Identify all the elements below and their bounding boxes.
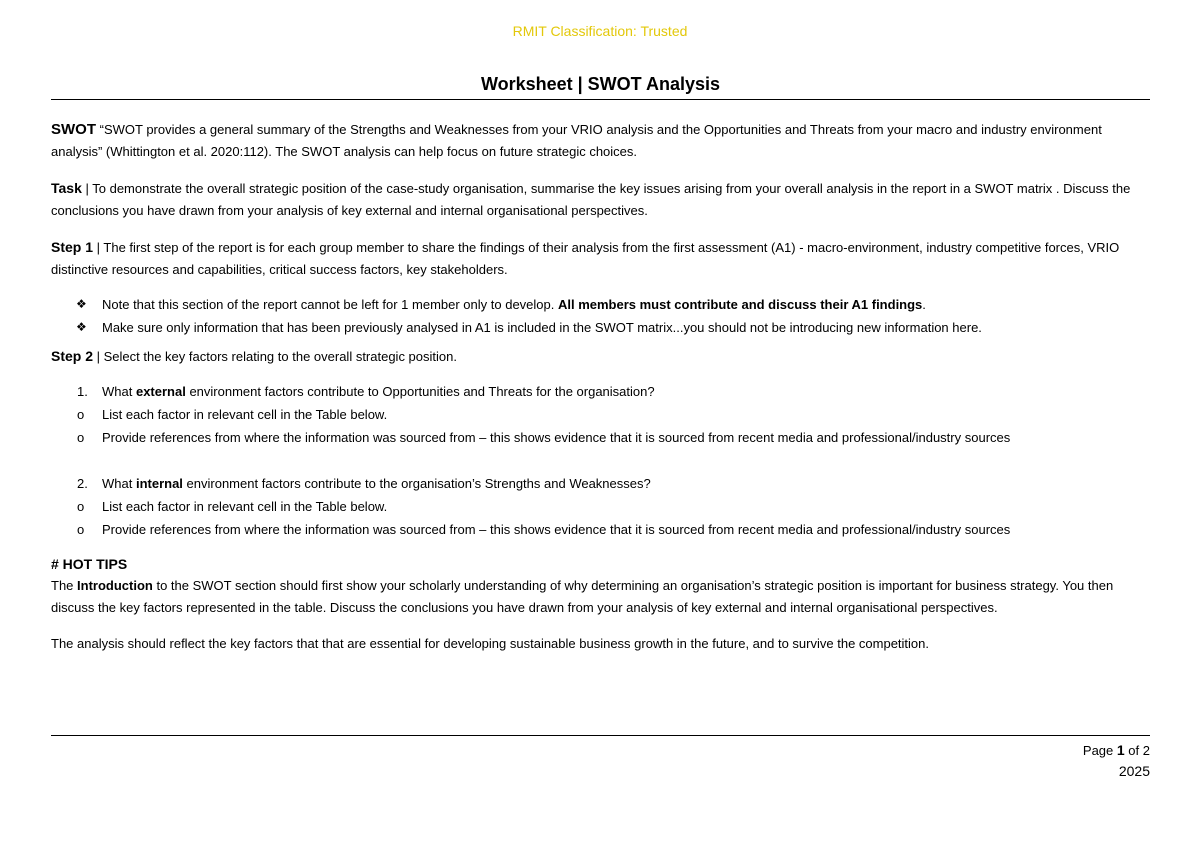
page-current: 1 xyxy=(1116,742,1125,758)
swot-text: “SWOT provides a general summary of the Strengths and Weaknesses from your VRIO analysis and the Opportunities and Threats from your macro and industry environment analysis” (Whittington et al. 2020:112). The SWOT analysis can help focus on future strategic choices. xyxy=(51,122,1102,159)
circle-bullet-icon: o xyxy=(77,430,85,445)
question-bold: internal xyxy=(135,476,183,491)
hot-tips-heading: # HOT TIPS xyxy=(51,556,128,572)
page-total: 2 xyxy=(1142,743,1150,758)
page-number xyxy=(51,740,1150,761)
tips-text-rest: to the SWOT section should first show your scholarly understanding of why determining an organisation’s strategic position is important for business strategy. You then discuss the key factors represented in the table. Discuss the conclusions you have drawn from your analysis of key external and internal organisational perspectives. xyxy=(51,578,1114,615)
title-divider xyxy=(51,99,1150,100)
page-label: Page xyxy=(1082,743,1117,758)
list-item xyxy=(51,403,1150,426)
list-item xyxy=(51,518,1150,541)
classification-label: RMIT Classification: Trusted xyxy=(512,23,688,39)
tips-paragraph xyxy=(51,575,1150,619)
list-item xyxy=(51,316,1150,339)
page-title: Worksheet | SWOT Analysis xyxy=(480,74,721,94)
question-text: What xyxy=(102,384,136,399)
tips-bold: Introduction xyxy=(77,578,153,593)
swot-paragraph xyxy=(51,119,1150,163)
step2-paragraph xyxy=(51,345,1150,368)
step1-text: | The first step of the report is for each group member to share the findings of their analysis from the first assessment (A1) - macro-environment, industry competitive forces, VRIO distinctive resources and capabilities, critical success factors, key stakeholders. xyxy=(51,240,1120,277)
bullet-tail: . xyxy=(922,297,926,312)
question-text: What xyxy=(102,476,136,491)
question-text-rest: environment factors contribute to Opportunities and Threats for the organisation? xyxy=(185,384,655,399)
task-lead: Task xyxy=(51,180,82,196)
swot-lead: SWOT xyxy=(51,121,96,138)
page-footer xyxy=(51,740,1150,781)
numbered-item xyxy=(51,380,1150,403)
task-paragraph xyxy=(51,177,1150,222)
bullet-text: Make sure only information that has been previously analysed in A1 is included in the SWOT matrix...you should not be introducing new information here. xyxy=(102,320,982,335)
sub-item-text: Provide references from where the information was sourced from – this shows evidence that it is sourced from recent media and professional/industry sources xyxy=(102,522,1011,537)
sub-item-text: List each factor in relevant cell in the Table below. xyxy=(102,407,388,422)
bullet-bold-text: All members must contribute and discuss their A1 findings xyxy=(557,297,923,312)
step1-paragraph xyxy=(51,236,1150,281)
sub-item-text: List each factor in relevant cell in the Table below. xyxy=(102,499,388,514)
circle-bullet-icon: o xyxy=(77,407,85,422)
list-number: 1. xyxy=(77,384,88,399)
sub-item-text: Provide references from where the information was sourced from – this shows evidence that it is sourced from recent media and professional/industry sources xyxy=(102,430,1011,445)
question-bold: external xyxy=(135,384,186,399)
page-sep: of xyxy=(1124,743,1143,758)
tips-text: The xyxy=(51,578,78,593)
question-text-rest: environment factors contribute to the organisation’s Strengths and Weaknesses? xyxy=(182,476,651,491)
numbered-item xyxy=(51,472,1150,495)
step2-text: | Select the key factors relating to the overall strategic position. xyxy=(96,349,457,364)
list-item xyxy=(51,426,1150,449)
document-body xyxy=(51,119,1150,655)
footer-divider xyxy=(51,735,1150,736)
list-item xyxy=(51,293,1150,316)
list-number: 2. xyxy=(77,476,88,491)
analysis-paragraph: The analysis should reflect the key factors that that are essential for developing sustainable business growth in the future, and to survive the competition. xyxy=(51,636,929,651)
task-text: | To demonstrate the overall strategic position of the case-study organisation, summarise the key issues arising from your overall analysis in the report in a SWOT matrix . Discuss the conclusions you have drawn from your analysis of key external and internal organisational perspectives. xyxy=(51,181,1131,218)
circle-bullet-icon: o xyxy=(77,499,85,514)
diamond-bullet-icon: ❖ xyxy=(76,320,87,334)
circle-bullet-icon: o xyxy=(77,522,85,537)
step1-lead: Step 1 xyxy=(51,239,94,255)
list-item xyxy=(51,495,1150,518)
step2-lead: Step 2 xyxy=(51,348,94,364)
diamond-bullet-icon: ❖ xyxy=(76,297,87,311)
bullet-text: Note that this section of the report cannot be left for 1 member only to develop. xyxy=(102,297,558,312)
footer-year: 2025 xyxy=(1118,763,1150,779)
